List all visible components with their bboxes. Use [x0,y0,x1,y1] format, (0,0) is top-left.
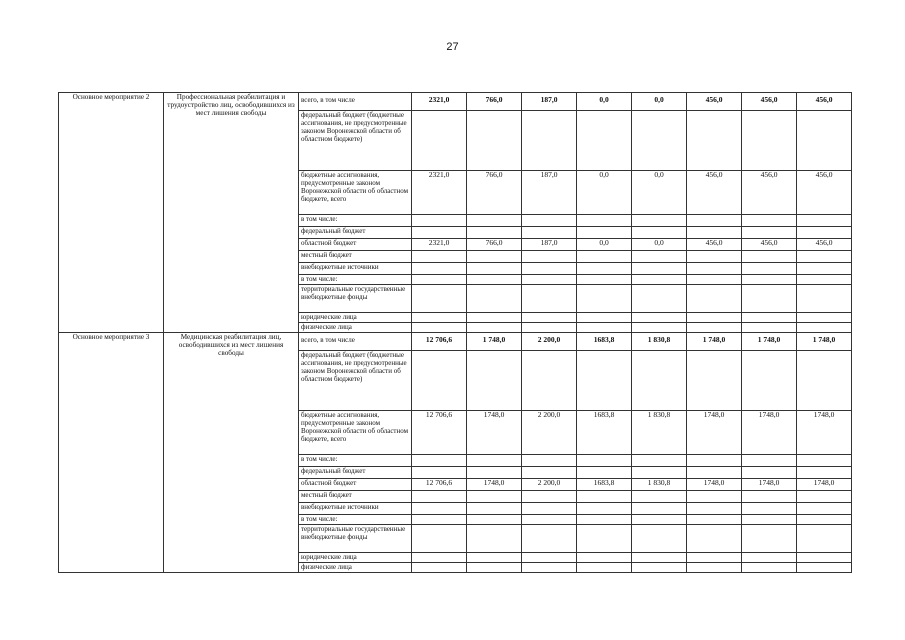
amount-cell [797,553,852,563]
amount-cell [797,285,852,313]
amount-cell [467,553,522,563]
amount-cell: 187,0 [522,93,577,111]
amount-cell [687,553,742,563]
amount-cell [412,227,467,239]
amount-cell [467,503,522,515]
amount-cell [467,285,522,313]
amount-cell [742,111,797,171]
amount-cell [742,227,797,239]
amount-cell [742,525,797,553]
amount-cell: 1 748,0 [742,333,797,351]
amount-cell: 2 200,0 [522,333,577,351]
amount-cell [467,227,522,239]
amount-cell [577,491,632,503]
amount-cell: 1748,0 [742,411,797,455]
amount-cell [632,563,687,573]
amount-cell [522,553,577,563]
amount-cell [632,525,687,553]
amount-cell: 0,0 [577,171,632,215]
amount-cell [412,563,467,573]
amount-cell [632,455,687,467]
amount-cell [577,563,632,573]
amount-cell [577,515,632,525]
amount-cell [522,215,577,227]
amount-cell [687,251,742,263]
amount-cell [742,563,797,573]
amount-cell [742,313,797,323]
amount-cell [687,503,742,515]
amount-cell: 766,0 [467,93,522,111]
amount-cell [412,251,467,263]
amount-cell [687,215,742,227]
amount-cell [577,275,632,285]
funding-source: областной бюджет [299,479,412,491]
amount-cell: 12 706,6 [412,333,467,351]
amount-cell [467,491,522,503]
amount-cell [522,563,577,573]
funding-source: внебюджетные источники [299,263,412,275]
funding-source: федеральный бюджет [299,227,412,239]
amount-cell: 2321,0 [412,171,467,215]
amount-cell: 456,0 [742,239,797,251]
amount-cell [577,263,632,275]
amount-cell [632,111,687,171]
amount-cell [632,351,687,411]
amount-cell: 1 830,8 [632,479,687,491]
amount-cell: 0,0 [632,239,687,251]
amount-cell [577,251,632,263]
amount-cell: 1 830,8 [632,411,687,455]
funding-source: местный бюджет [299,251,412,263]
amount-cell [412,553,467,563]
amount-cell [412,467,467,479]
amount-cell [742,251,797,263]
amount-cell [742,351,797,411]
amount-cell [412,351,467,411]
funding-source: физические лица [299,323,412,333]
amount-cell [797,503,852,515]
amount-cell: 0,0 [577,93,632,111]
amount-cell [687,313,742,323]
amount-cell [577,455,632,467]
amount-cell [467,515,522,525]
amount-cell [467,111,522,171]
amount-cell [522,467,577,479]
amount-cell [742,491,797,503]
table-row-total [59,93,852,111]
amount-cell [467,351,522,411]
amount-cell [522,455,577,467]
amount-cell: 456,0 [797,93,852,111]
budget-table-body [59,93,852,573]
amount-cell [412,275,467,285]
amount-cell [577,467,632,479]
funding-source: внебюджетные источники [299,503,412,515]
amount-cell [797,251,852,263]
amount-cell [687,563,742,573]
amount-cell: 1748,0 [467,411,522,455]
amount-cell [577,285,632,313]
amount-cell [467,215,522,227]
amount-cell [467,251,522,263]
amount-cell: 187,0 [522,171,577,215]
amount-cell [742,275,797,285]
amount-cell [687,467,742,479]
amount-cell [467,313,522,323]
amount-cell [687,515,742,525]
amount-cell [797,455,852,467]
amount-cell: 1683,8 [577,411,632,455]
amount-cell: 1748,0 [797,411,852,455]
event-label: Основное мероприятие 2 [59,93,164,333]
funding-source: в том числе: [299,515,412,525]
amount-cell [522,111,577,171]
amount-cell [797,351,852,411]
amount-cell [687,455,742,467]
amount-cell [522,263,577,275]
amount-cell [522,227,577,239]
amount-cell [577,313,632,323]
amount-cell [577,215,632,227]
amount-cell: 1748,0 [742,479,797,491]
amount-cell [522,351,577,411]
funding-source: бюджетные ассигнования, предусмотренные законом Воронежской области об областном бюджете, всего [299,411,412,455]
amount-cell [577,227,632,239]
funding-source: областной бюджет [299,239,412,251]
funding-source: местный бюджет [299,491,412,503]
amount-cell [522,275,577,285]
funding-source: юридические лица [299,553,412,563]
amount-cell [412,263,467,275]
budget-table [58,92,852,573]
amount-cell [632,227,687,239]
event-name: Профессиональная реабилитация и трудоустройство лиц, освободившихся из мест лишения свободы [164,93,299,333]
amount-cell [522,525,577,553]
amount-cell: 1683,8 [577,479,632,491]
amount-cell [632,251,687,263]
amount-cell [742,285,797,313]
amount-cell [412,515,467,525]
amount-cell [632,553,687,563]
amount-cell [687,275,742,285]
amount-cell [412,525,467,553]
amount-cell: 2 200,0 [522,479,577,491]
funding-source: физические лица [299,563,412,573]
funding-source: федеральный бюджет [299,467,412,479]
amount-cell [632,215,687,227]
amount-cell [632,275,687,285]
funding-source: федеральный бюджет (бюджетные ассигнования, не предусмотренные законом Воронежской области об областном бюджете) [299,351,412,411]
amount-cell [522,251,577,263]
amount-cell: 1748,0 [687,479,742,491]
amount-cell [577,351,632,411]
event-label: Основное мероприятие 3 [59,333,164,573]
amount-cell [577,323,632,333]
funding-source: всего, в том числе [299,93,412,111]
amount-cell [577,503,632,515]
funding-source: в том числе: [299,215,412,227]
amount-cell [797,227,852,239]
funding-source: в том числе: [299,455,412,467]
amount-cell [687,285,742,313]
amount-cell [797,313,852,323]
amount-cell [797,467,852,479]
amount-cell [467,563,522,573]
amount-cell [577,525,632,553]
amount-cell: 1748,0 [797,479,852,491]
amount-cell: 12 706,6 [412,411,467,455]
amount-cell: 456,0 [797,239,852,251]
amount-cell: 0,0 [577,239,632,251]
amount-cell [797,525,852,553]
amount-cell: 456,0 [687,239,742,251]
amount-cell [467,263,522,275]
amount-cell: 1748,0 [467,479,522,491]
amount-cell [632,323,687,333]
amount-cell [687,263,742,275]
amount-cell: 1 748,0 [797,333,852,351]
amount-cell: 0,0 [632,93,687,111]
amount-cell [797,275,852,285]
amount-cell [687,111,742,171]
amount-cell [742,455,797,467]
amount-cell [742,515,797,525]
amount-cell [632,285,687,313]
amount-cell [632,263,687,275]
amount-cell [797,111,852,171]
amount-cell [467,275,522,285]
amount-cell [797,323,852,333]
amount-cell [412,215,467,227]
amount-cell: 2 200,0 [522,411,577,455]
amount-cell [687,323,742,333]
amount-cell [742,553,797,563]
amount-cell [632,467,687,479]
amount-cell: 187,0 [522,239,577,251]
amount-cell [522,285,577,313]
amount-cell [797,263,852,275]
funding-source: территориальные государственные внебюджетные фонды [299,525,412,553]
funding-source: в том числе: [299,275,412,285]
amount-cell [687,227,742,239]
amount-cell: 1 830,8 [632,333,687,351]
amount-cell [797,491,852,503]
amount-cell [797,515,852,525]
amount-cell: 456,0 [797,171,852,215]
amount-cell [522,323,577,333]
amount-cell: 456,0 [687,171,742,215]
amount-cell [412,111,467,171]
funding-source: территориальные государственные внебюджетные фонды [299,285,412,313]
amount-cell [522,491,577,503]
amount-cell [687,525,742,553]
amount-cell [412,491,467,503]
funding-source: бюджетные ассигнования, предусмотренные законом Воронежской области об областном бюджете, всего [299,171,412,215]
amount-cell [467,467,522,479]
amount-cell [467,455,522,467]
amount-cell [632,503,687,515]
amount-cell [412,285,467,313]
funding-source: юридические лица [299,313,412,323]
amount-cell [632,313,687,323]
amount-cell: 766,0 [467,239,522,251]
amount-cell [632,491,687,503]
amount-cell [467,323,522,333]
amount-cell [687,491,742,503]
amount-cell: 1 748,0 [687,333,742,351]
amount-cell [687,351,742,411]
funding-source: всего, в том числе [299,333,412,351]
amount-cell: 2321,0 [412,93,467,111]
amount-cell [742,263,797,275]
amount-cell [632,515,687,525]
amount-cell [742,323,797,333]
event-name: Медицинская реабилитация лиц, освободившихся из мест лишения свободы [164,333,299,573]
amount-cell [522,515,577,525]
amount-cell: 456,0 [742,171,797,215]
amount-cell: 1 748,0 [467,333,522,351]
amount-cell [742,503,797,515]
amount-cell [522,313,577,323]
amount-cell: 1748,0 [687,411,742,455]
amount-cell: 766,0 [467,171,522,215]
amount-cell: 0,0 [632,171,687,215]
amount-cell [412,313,467,323]
amount-cell [412,455,467,467]
amount-cell: 1683,8 [577,333,632,351]
amount-cell [797,215,852,227]
amount-cell: 2321,0 [412,239,467,251]
amount-cell: 12 706,6 [412,479,467,491]
funding-source: федеральный бюджет (бюджетные ассигнования, не предусмотренные законом Воронежской области об областном бюджете) [299,111,412,171]
amount-cell [577,553,632,563]
amount-cell [797,563,852,573]
amount-cell: 456,0 [742,93,797,111]
amount-cell [467,525,522,553]
amount-cell [742,467,797,479]
table-row-total [59,333,852,351]
amount-cell [577,111,632,171]
amount-cell: 456,0 [687,93,742,111]
amount-cell [522,503,577,515]
page-number: 27 [446,41,459,53]
amount-cell [742,215,797,227]
amount-cell [412,323,467,333]
amount-cell [412,503,467,515]
